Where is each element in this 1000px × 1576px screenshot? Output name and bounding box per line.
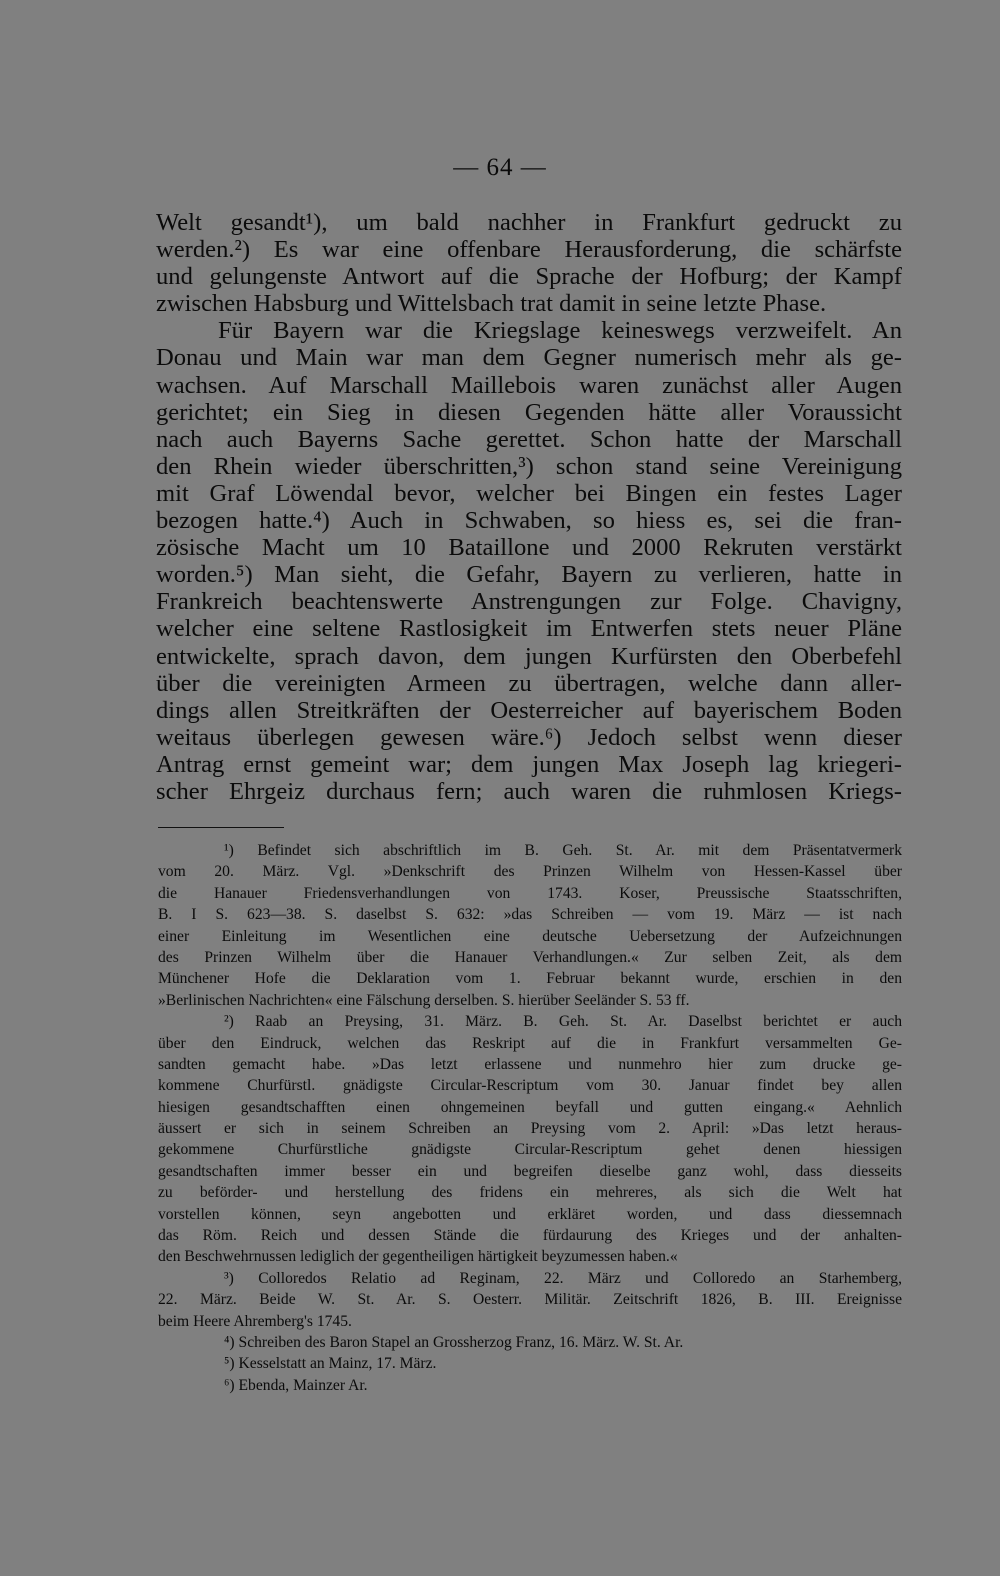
- footnote-line: ³) Colloredos Relatio ad Reginam, 22. März und Colloredo an Starhemberg,: [224, 1269, 902, 1287]
- footnote-line: ⁵) Kesselstatt an Mainz, 17. März.: [224, 1355, 437, 1373]
- footnote-line: über den Eindruck, welchen das Reskript auf die in Frankfurt versammelten Ge-: [158, 1034, 902, 1052]
- footnote-line: hiesigen gesandtschafften einen ohngemeinen beyfall und gutten eingang.« Aehnlich: [158, 1098, 902, 1116]
- body-line: werden.²) Es war eine offenbare Herausforderung, die schärfste: [156, 236, 902, 264]
- footnote-line: kommene Churfürstl. gnädigste Circular-Rescriptum vom 30. Januar findet bey allen: [158, 1077, 902, 1095]
- body-line: und gelungenste Antwort auf die Sprache der Hofburg; der Kampf: [156, 263, 902, 291]
- footnote-line: »Berlinischen Nachrichten« eine Fälschung derselben. S. hierüber Seeländer S. 53 ff.: [158, 991, 690, 1009]
- body-line: scher Ehrgeiz durchaus fern; auch waren die ruhmlosen Kriegs-: [156, 777, 902, 805]
- body-line: wachsen. Auf Marschall Maillebois waren zunächst aller Augen: [156, 371, 902, 399]
- footnote-line: vom 20. März. Vgl. »Denkschrift des Prinzen Wilhelm von Hessen-Kassel über: [158, 863, 902, 881]
- body-line: zösische Macht um 10 Bataillone und 2000 Rekruten verstärkt: [156, 534, 902, 562]
- footnote-line: die Hanauer Friedensverhandlungen von 1743. Koser, Preussische Staatsschriften,: [158, 884, 902, 902]
- footnote-line: das Röm. Reich und dessen Stände die fürdaurung des Krieges und der anhalten-: [158, 1227, 902, 1245]
- footnote-line: ²) Raab an Preysing, 31. März. B. Geh. St. Ar. Daselbst berichtet er auch: [224, 1013, 902, 1031]
- footnote-divider: [158, 827, 284, 828]
- body-line: gerichtet; ein Sieg in diesen Gegenden hätte aller Voraussicht: [156, 398, 902, 426]
- footnote-line: B. I S. 623—38. S. daselbst S. 632: »das Schreiben — vom 19. März — ist nach: [158, 906, 902, 924]
- body-line: den Rhein wieder überschritten,³) schon stand seine Vereinigung: [156, 452, 902, 480]
- body-line: worden.⁵) Man sieht, die Gefahr, Bayern zu verlieren, hatte in: [156, 561, 902, 589]
- body-line: Antrag ernst gemeint war; dem jungen Max Joseph lag kriegeri-: [156, 750, 902, 778]
- footnote-line: gesandtschaften immer besser ein und begreifen dieselbe ganz wohl, dass diesseits: [158, 1162, 902, 1180]
- body-line: über die vereinigten Armeen zu übertragen, welche dann aller-: [156, 669, 902, 697]
- footnote-line: 22. März. Beide W. St. Ar. S. Oesterr. Militär. Zeitschrift 1826, B. III. Ereignisse: [158, 1291, 902, 1309]
- footnotes: [158, 840, 902, 1396]
- footnote-line: äussert er sich in seinem Schreiben an Preysing vom 2. April: »Das letzt heraus-: [158, 1120, 902, 1138]
- body-line: nach auch Bayerns Sache gerettet. Schon hatte der Marschall: [156, 425, 902, 453]
- body-line: Donau und Main war man dem Gegner numerisch mehr als ge-: [156, 344, 902, 372]
- body-line: Für Bayern war die Kriegslage keineswegs verzweifelt. An: [218, 317, 902, 345]
- footnote-line: gekommene Churfürstliche gnädigste Circular-Rescriptum gehet denen hiessigen: [158, 1141, 902, 1159]
- body-text: [156, 209, 902, 805]
- body-line: entwickelte, sprach davon, dem jungen Kurfürsten den Oberbefehl: [156, 642, 902, 670]
- body-line: bezogen hatte.⁴) Auch in Schwaben, so hiess es, sei die fran-: [156, 507, 902, 535]
- page-number: — 64 —: [453, 154, 547, 181]
- body-line: weitaus überlegen gewesen wäre.⁶) Jedoch selbst wenn dieser: [156, 723, 902, 751]
- footnote-line: ⁴) Schreiben des Baron Stapel an Grossherzog Franz, 16. März. W. St. Ar.: [224, 1333, 684, 1351]
- body-line: welcher eine seltene Rastlosigkeit im Entwerfen stets neuer Pläne: [156, 615, 902, 643]
- footnote-line: ⁶) Ebenda, Mainzer Ar.: [224, 1376, 368, 1394]
- footnote-line: des Prinzen Wilhelm über die Hanauer Verhandlungen.« Zur selben Zeit, als dem: [158, 948, 902, 966]
- footnote-line: einer Einleitung im Wesentlichen eine deutsche Uebersetzung der Aufzeichnungen: [158, 927, 902, 945]
- footnote-line: sandten gemacht habe. »Das letzt erlassene und nunmehro hier zum drucke ge-: [158, 1055, 902, 1073]
- body-line: Frankreich beachtenswerte Anstrengungen zur Folge. Chavigny,: [156, 588, 902, 616]
- footnote-line: ¹) Befindet sich abschriftlich im B. Geh. St. Ar. mit dem Präsentatvermerk: [224, 842, 902, 859]
- footnote-line: zu beförder- und herstellung des fridens ein mehreres, als sich die Welt hat: [158, 1184, 902, 1202]
- footnote-line: den Beschwehrnussen lediglich der gegentheiligen härtigkeit beyzumessen haben.«: [158, 1248, 678, 1266]
- body-line: zwischen Habsburg und Wittelsbach trat damit in seine letzte Phase.: [156, 290, 827, 318]
- body-line: mit Graf Löwendal bevor, welcher bei Bingen ein festes Lager: [156, 479, 902, 507]
- footnote-line: beim Heere Ahremberg's 1745.: [158, 1312, 352, 1330]
- footnote-line: Münchener Hofe die Deklaration vom 1. Februar bekannt wurde, erschien in den: [158, 970, 902, 988]
- body-line: dings allen Streitkräften der Oesterreicher auf bayerischem Boden: [156, 696, 902, 724]
- body-line: Welt gesandt¹), um bald nachher in Frankfurt gedruckt zu: [156, 209, 902, 236]
- footnote-line: vorstellen können, seyn angebotten und erkläret worden, und dass diessemnach: [158, 1205, 902, 1223]
